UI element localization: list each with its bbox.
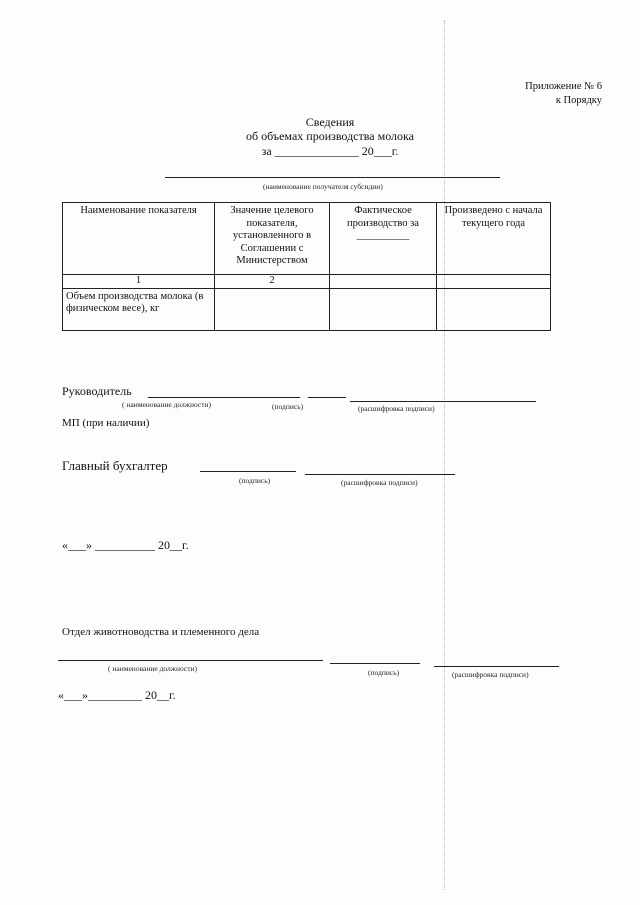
- header-cell-actual-production: Фактическое производство за __________: [330, 203, 437, 275]
- head-label: Руководитель: [62, 384, 132, 398]
- department-position-caption: ( наименование должности): [108, 664, 198, 673]
- department-signature-line[interactable]: [330, 663, 420, 664]
- recipient-line: [165, 177, 500, 178]
- department-label: Отдел животноводства и племенного дела: [62, 626, 260, 638]
- table-header-row: [63, 203, 551, 275]
- production-table: [62, 202, 551, 331]
- head-decoding-line[interactable]: [350, 401, 536, 402]
- accountant-label: Главный бухгалтер: [62, 458, 168, 473]
- appendix-line-1: Приложение № 6: [525, 81, 602, 92]
- header-cell-target-value: Значение целевого показателя, установленного в Соглашении с Министерством: [215, 203, 330, 275]
- accountant-signature-line[interactable]: [200, 471, 296, 472]
- title-line-1: Сведения: [305, 115, 355, 129]
- number-cell: [437, 275, 551, 289]
- accountant-decoding-caption: (расшифровка подписи): [341, 478, 418, 487]
- appendix-line-2: к Порядку: [555, 95, 602, 107]
- appendix-note: [525, 80, 602, 108]
- table-numbering-row: [63, 275, 551, 289]
- number-cell: 1: [63, 275, 215, 289]
- recipient-caption: (наименование получателя субсидии): [263, 182, 383, 191]
- head-decoding-caption: (расшифровка подписи): [358, 404, 435, 413]
- header-cell-indicator: Наименование показателя: [63, 203, 215, 275]
- header-cell-since-year-start: Произведено с начала текущего года: [437, 203, 551, 275]
- department-signature-caption: (подпись): [368, 668, 400, 677]
- head-signature-line[interactable]: [308, 397, 346, 398]
- document-title: [180, 115, 480, 158]
- accountant-decoding-line[interactable]: [305, 474, 455, 475]
- seal-label: МП (при наличии): [62, 417, 150, 429]
- head-signature-caption: (подпись): [272, 402, 304, 411]
- department-position-line[interactable]: [58, 660, 323, 661]
- date-field-1[interactable]: «___» __________ 20__г.: [62, 538, 189, 552]
- number-cell: [330, 275, 437, 289]
- row-target-value-cell[interactable]: [215, 288, 330, 330]
- row-since-year-start-cell[interactable]: [437, 288, 551, 330]
- number-cell: 2: [215, 275, 330, 289]
- date-field-2[interactable]: «___»_________ 20__г.: [58, 688, 176, 702]
- title-line-2: об объемах производства молока: [245, 129, 414, 144]
- department-decoding-caption: (расшифровка подписи): [452, 670, 529, 679]
- department-decoding-line[interactable]: [434, 666, 559, 667]
- head-position-caption: ( наименование должности): [122, 400, 212, 409]
- title-line-3: за ______________ 20___г.: [261, 143, 399, 158]
- accountant-signature-caption: (подпись): [239, 476, 271, 485]
- head-position-line[interactable]: [148, 397, 300, 398]
- row-actual-production-cell[interactable]: [330, 288, 437, 330]
- table-row: [63, 288, 551, 330]
- row-indicator-name: Объем производства молока (в физическом весе), кг: [63, 288, 215, 330]
